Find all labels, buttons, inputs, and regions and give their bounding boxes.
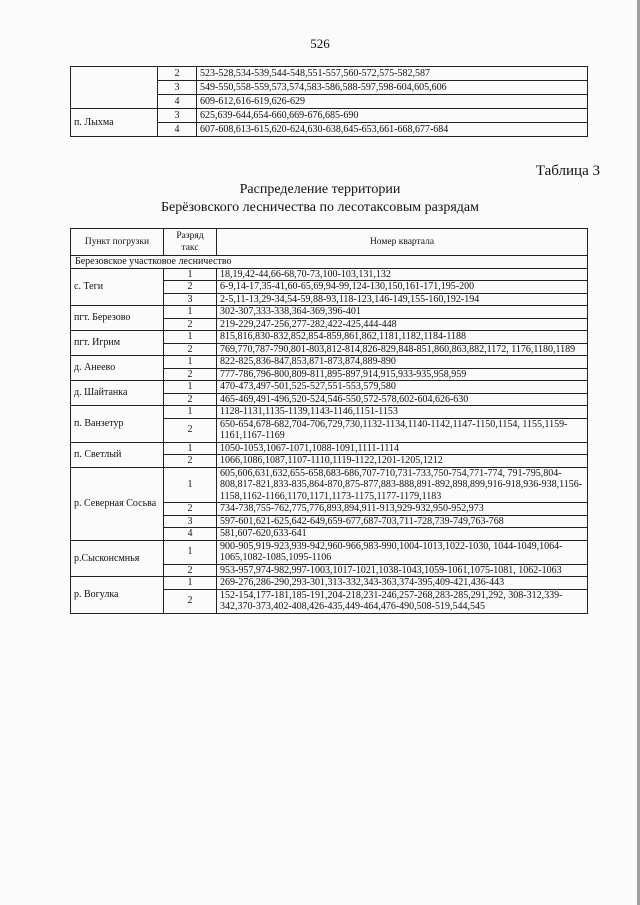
grade-cell: 2 — [158, 67, 197, 81]
quarters-cell: 777-786,796-800,809-811,895-897,914,915,933-935,958,959 — [217, 368, 588, 381]
table-row — [71, 540, 588, 564]
caption-line: Берёзовского лесничества по лесотаксовым разрядам — [161, 200, 479, 215]
quarters-cell: 549-550,558-559,573,574,583-586,588-597,598-604,605,606 — [197, 81, 588, 95]
section-row — [71, 256, 588, 269]
quarters-cell: 822-825,836-847,853,871-873,874,889-890 — [217, 356, 588, 369]
quarters-cell: 18,19,42-44,66-68,70-73,100-103,131,132 — [217, 268, 588, 281]
table-row — [71, 331, 588, 344]
table-row — [71, 268, 588, 281]
location-cell: р. Вогулка — [71, 577, 164, 614]
grade-cell: 2 — [164, 418, 217, 442]
table-row — [71, 306, 588, 319]
grade-cell: 2 — [164, 503, 217, 516]
location-cell: пгт. Игрим — [71, 331, 164, 356]
quarters-cell: 734-738,755-762,775,776,893,894,911-913,929-932,950-952,973 — [217, 503, 588, 516]
quarters-cell: 769,770,787-790,801-803,812-814,826-829,848-851,860,863,882,1172, 1176,1180,1189 — [217, 343, 588, 356]
quarters-cell: 470-473,497-501,525-527,551-553,579,580 — [217, 381, 588, 394]
grade-cell: 3 — [158, 81, 197, 95]
quarters-cell: 302-307,333-338,364-369,396-401 — [217, 306, 588, 319]
quarters-cell: 269-276,286-290,293-301,313-332,343-363,374-395,409-421,436-443 — [217, 577, 588, 590]
quarters-cell: 607-608,613-615,620-624,630-638,645-653,661-668,677-684 — [197, 123, 588, 137]
grade-cell: 1 — [164, 442, 217, 455]
quarters-cell: 625,639-644,654-660,669-676,685-690 — [197, 109, 588, 123]
table-row — [71, 577, 588, 590]
quarters-cell: 900-905,919-923,939-942,960-966,983-990,1004-1013,1022-1030, 1044-1049,1064-1065,1082-1085,1095-1106 — [217, 540, 588, 564]
location-cell: пгт. Березово — [71, 306, 164, 331]
quarters-cell: 650-654,678-682,704-706,729,730,1132-1134,1140-1142,1147-1150,1154, 1155,1159-1161,1167-1169 — [217, 418, 588, 442]
quarters-cell: 581,607-620,633-641 — [217, 528, 588, 541]
distribution-table — [70, 228, 588, 614]
location-cell: п. Лыхма — [71, 109, 158, 137]
grade-cell: 1 — [164, 268, 217, 281]
grade-cell: 1 — [164, 381, 217, 394]
grade-cell: 2 — [164, 564, 217, 577]
quarters-cell: 219-229,247-256,277-282,422-425,444-448 — [217, 318, 588, 331]
grade-cell: 2 — [164, 589, 217, 613]
caption-line: Распределение территории — [239, 182, 401, 197]
grade-cell: 2 — [164, 455, 217, 468]
table-label: Таблица 3 — [535, 163, 600, 179]
location-cell: д. Анеево — [71, 356, 164, 381]
quarters-cell: 1066,1086,1087,1107-1110,1119-1122,1201-1205,1212 — [217, 455, 588, 468]
location-cell: п. Ванзетур — [71, 406, 164, 443]
grade-cell: 1 — [164, 331, 217, 344]
grade-cell: 1 — [164, 356, 217, 369]
table-row — [71, 109, 588, 123]
table-row — [71, 356, 588, 369]
location-cell: с. Теги — [71, 268, 164, 306]
location-cell: р.Сысконсмнья — [71, 540, 164, 577]
grade-cell: 2 — [164, 368, 217, 381]
grade-cell: 1 — [164, 467, 217, 503]
location-cell: п. Светлый — [71, 442, 164, 467]
grade-cell: 2 — [164, 281, 217, 294]
quarters-cell: 1128-1131,1135-1139,1143-1146,1151-1153 — [217, 406, 588, 419]
grade-cell: 3 — [158, 109, 197, 123]
quarters-cell: 1050-1053,1067-1071,1088-1091,1111-1114 — [217, 442, 588, 455]
section-title: Березовское участковое лесничество — [71, 256, 588, 269]
table-row — [71, 67, 588, 81]
table-row — [71, 406, 588, 419]
grade-cell: 3 — [164, 515, 217, 528]
table-row — [71, 442, 588, 455]
quarters-cell: 2-5,11-13,29-34,54-59,88-93,118-123,146-149,155-160,192-194 — [217, 293, 588, 306]
grade-cell: 1 — [164, 306, 217, 319]
header-grade: Разряд такс — [164, 229, 217, 256]
quarters-cell: 597-601,621-625,642-649,659-677,687-703,711-728,739-749,763-768 — [217, 515, 588, 528]
grade-cell: 2 — [164, 343, 217, 356]
grade-cell: 4 — [158, 123, 197, 137]
continued-table — [70, 66, 588, 137]
table-cell — [71, 67, 158, 109]
quarters-cell: 953-957,974-982,997-1003,1017-1021,1038-1043,1059-1061,1075-1081, 1062-1063 — [217, 564, 588, 577]
quarters-cell: 605,606,631,632,655-658,683-686,707-710,731-733,750-754,771-774, 791-795,804-808,817-821,833-835,864-870,875-877,883-888,891-892,898,899,916-918,936-938,1156-1158,1162-1166,1170,1171,1173-1175,1177-1179,1183 — [217, 467, 588, 503]
grade-cell: 2 — [164, 318, 217, 331]
grade-cell: 4 — [158, 95, 197, 109]
grade-cell: 1 — [164, 577, 217, 590]
quarters-cell: 152-154,177-181,185-191,204-218,231-246,257-268,283-285,291,292, 308-312,339-342,370-373,402-408,426-435,449-464,476-490,508-519,544,545 — [217, 589, 588, 613]
header-quarter: Номер квартала — [217, 229, 588, 256]
quarters-cell: 465-469,491-496,520-524,546-550,572-578,602-604,626-630 — [217, 393, 588, 406]
page-number: 526 — [310, 36, 330, 51]
grade-cell: 4 — [164, 528, 217, 541]
quarters-cell: 815,816,830-832,852,854-859,861,862,1181,1182,1184-1188 — [217, 331, 588, 344]
grade-cell: 1 — [164, 540, 217, 564]
grade-cell: 1 — [164, 406, 217, 419]
quarters-cell: 6-9,14-17,35-41,60-65,69,94-99,124-130,150,161-171,195-200 — [217, 281, 588, 294]
header-point: Пункт погрузки — [71, 229, 164, 256]
table-row — [71, 381, 588, 394]
table-caption — [0, 181, 640, 217]
grade-cell: 3 — [164, 293, 217, 306]
table-row — [71, 467, 588, 503]
quarters-cell: 609-612,616-619,626-629 — [197, 95, 588, 109]
table-body — [71, 256, 588, 614]
quarters-cell: 523-528,534-539,544-548,551-557,560-572,575-582,587 — [197, 67, 588, 81]
location-cell: р. Северная Сосьва — [71, 467, 164, 540]
grade-cell: 2 — [164, 393, 217, 406]
location-cell: д. Шайтанка — [71, 381, 164, 406]
header-row — [71, 229, 588, 256]
